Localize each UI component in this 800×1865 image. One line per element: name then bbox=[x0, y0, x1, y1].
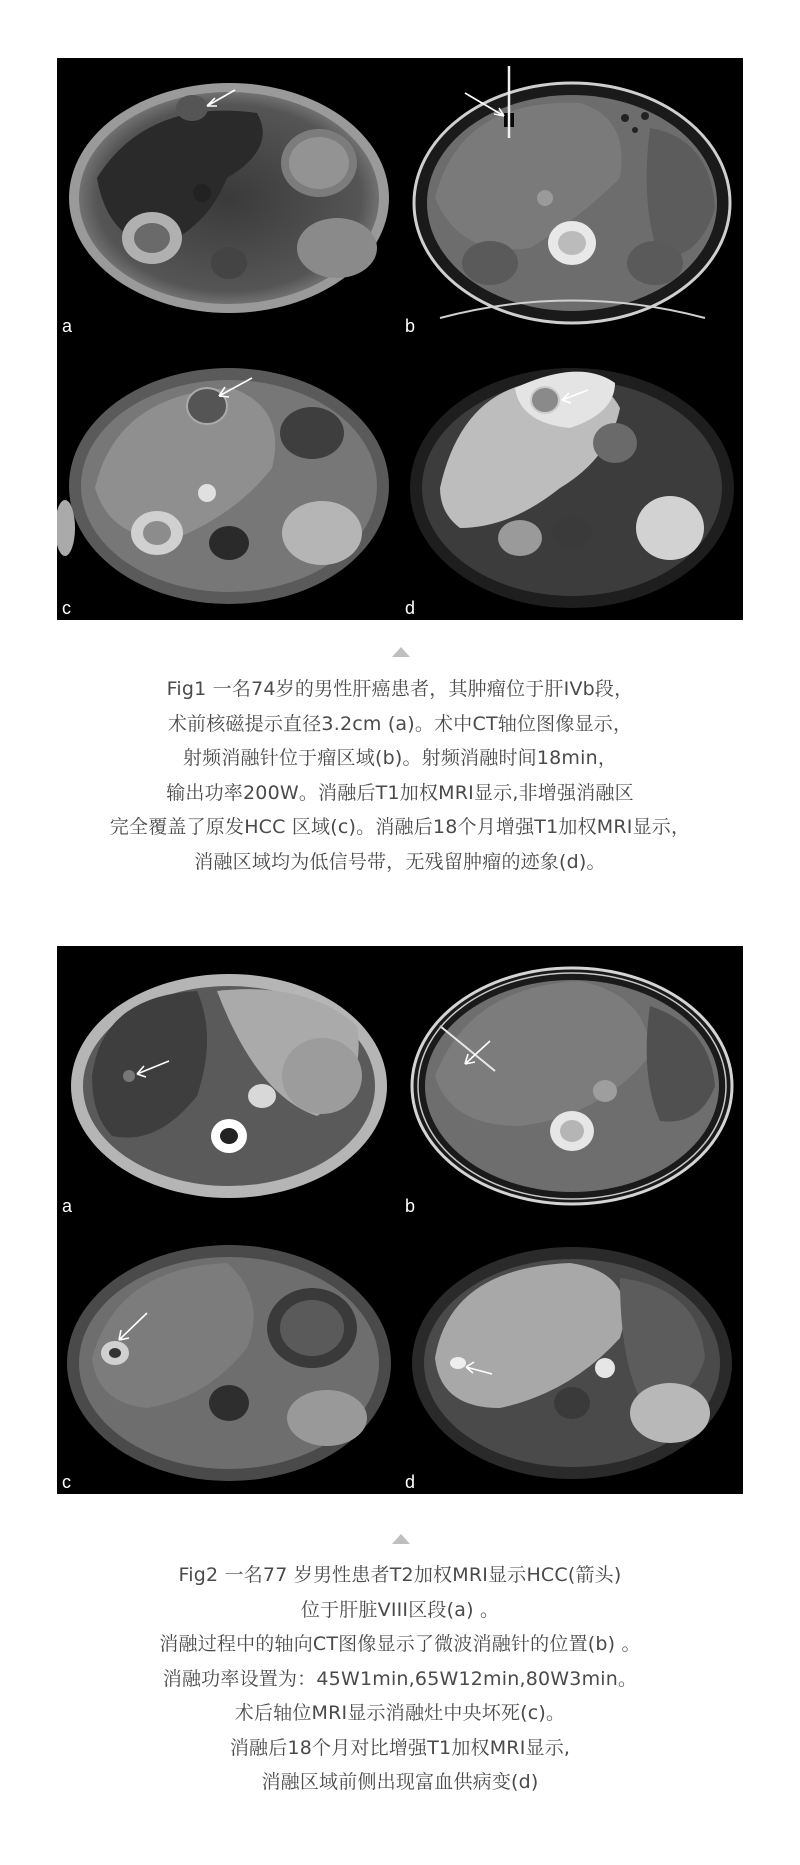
caption-line: 术后轴位MRI显示消融灶中央坏死(c)。 bbox=[234, 1702, 566, 1724]
t1-mri-image bbox=[57, 338, 400, 620]
ct-image bbox=[400, 946, 743, 1218]
ct-panel-b bbox=[400, 58, 743, 338]
image-grid bbox=[57, 58, 743, 620]
enhanced-t1-mri-image bbox=[400, 1218, 743, 1494]
figure-caption bbox=[30, 672, 770, 879]
panel-label: c bbox=[62, 598, 71, 618]
caption-line: Fig1 一名74岁的男性肝癌患者，其肿瘤位于肝IVb段， bbox=[166, 678, 634, 700]
triangle-up-icon bbox=[392, 647, 410, 657]
panel-label: b bbox=[405, 1196, 416, 1216]
caption-line: 消融功率设置为：45W1min,65W12min,80W3min。 bbox=[162, 1667, 638, 1690]
mri-panel-a bbox=[57, 946, 400, 1218]
mri-panel-c bbox=[57, 1218, 400, 1494]
ct-panel-b bbox=[400, 946, 743, 1218]
caption-line: 消融区域前侧出现富血供病变(d) bbox=[261, 1771, 539, 1793]
caption-line: Fig2 一名77 岁男性患者T2加权MRI显示HCC(箭头) bbox=[178, 1564, 622, 1586]
caption-line: 射频消融针位于瘤区域(b)。射频消融时间18min， bbox=[182, 747, 618, 769]
ct-image bbox=[400, 58, 743, 338]
t2-mri-image bbox=[57, 946, 400, 1218]
t2-mri-image bbox=[57, 58, 400, 338]
panel-label: b bbox=[405, 316, 416, 336]
caption-line: 消融区域均为低信号带，无残留肿瘤的迹象(d)。 bbox=[194, 850, 606, 873]
mri-panel-c bbox=[57, 338, 400, 620]
caption-line: 消融后18个月对比增强T1加权MRI显示, bbox=[229, 1736, 571, 1759]
panel-label: d bbox=[405, 1472, 416, 1492]
mri-panel-a bbox=[57, 58, 400, 338]
panel-label: d bbox=[405, 598, 416, 618]
axial-mri-image bbox=[57, 1218, 400, 1494]
enhanced-t1-mri-image bbox=[400, 338, 743, 620]
image-grid bbox=[57, 946, 743, 1494]
mri-panel-d bbox=[400, 1218, 743, 1494]
triangle-up-icon bbox=[392, 1534, 410, 1544]
figure-caption bbox=[30, 1558, 770, 1800]
caption-line: 位于肝脏VIII区段(a) 。 bbox=[300, 1598, 500, 1621]
caption-line: 消融过程中的轴向CT图像显示了微波消融针的位置(b) 。 bbox=[159, 1633, 641, 1655]
panel-label: c bbox=[62, 1472, 71, 1492]
panel-label: a bbox=[62, 1196, 73, 1216]
panel-label: a bbox=[62, 316, 73, 336]
caption-line: 完全覆盖了原发HCC 区域(c)。消融后18个月增强T1加权MRI显示， bbox=[109, 816, 691, 838]
mri-panel-d bbox=[400, 338, 743, 620]
caption-line: 术前核磁提示直径3.2cm (a)。术中CT轴位图像显示， bbox=[167, 712, 633, 735]
caption-line: 输出功率200W。消融后T1加权MRI显示,非增强消融区 bbox=[166, 781, 634, 804]
